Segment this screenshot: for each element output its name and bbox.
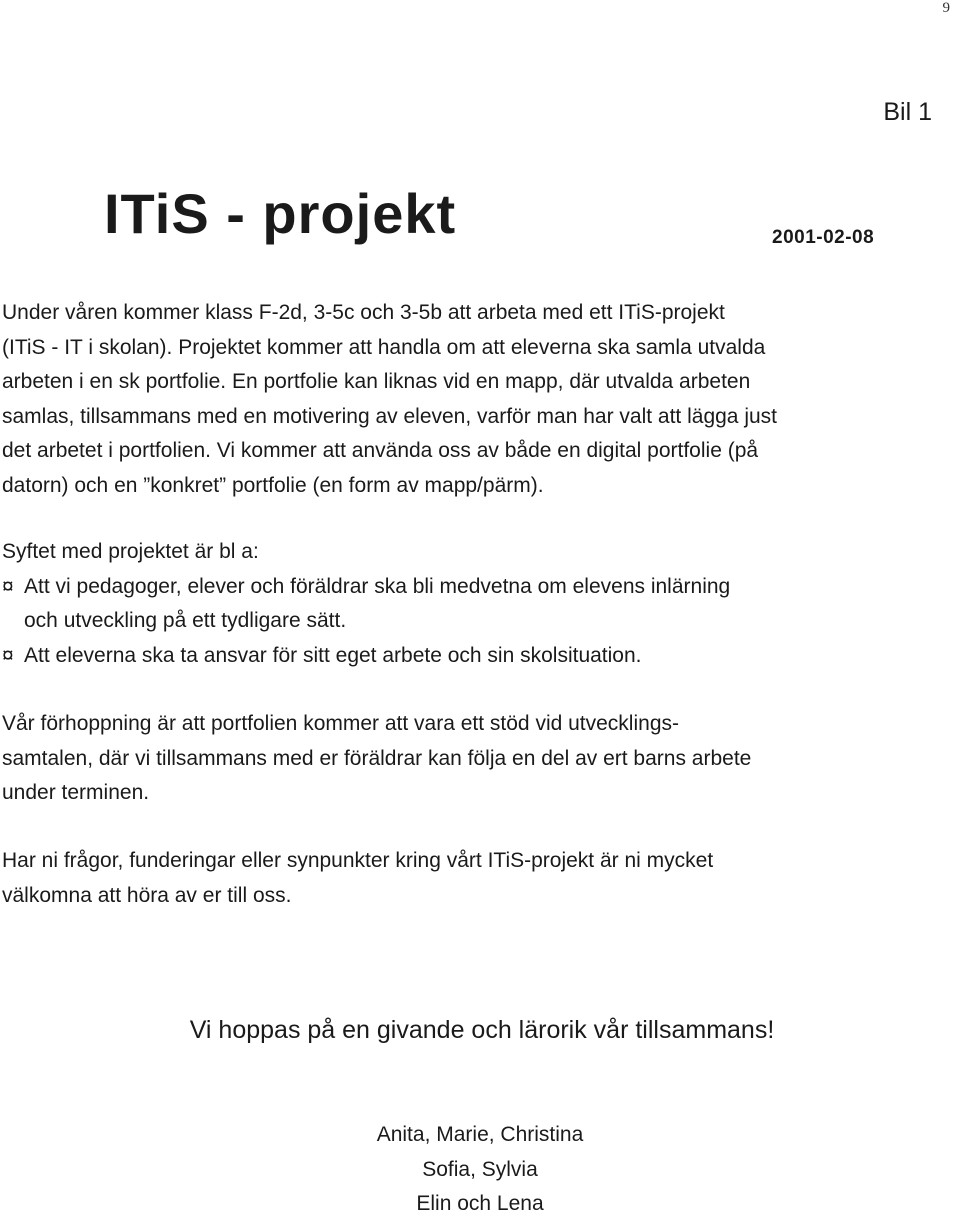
signature-block <box>0 1118 960 1222</box>
purpose-heading: Syftet med projektet är bl a: <box>2 540 259 563</box>
hope-line: samtalen, där vi tillsammans med er föräldrar kan följa en del av ert barns arbete <box>2 746 752 770</box>
bullet-line: och utveckling på ett tydligare sätt. <box>24 609 347 632</box>
bullet-line: Att vi pedagoger, elever och föräldrar ska bli medvetna om elevens inlärning <box>24 574 731 598</box>
bullet-mark-icon: ¤ <box>2 574 14 598</box>
hope-line: under terminen. <box>2 781 150 804</box>
attachment-label: Bil 1 <box>883 98 932 126</box>
questions-line: välkomna att höra av er till oss. <box>2 883 292 907</box>
bullet-mark-icon: ¤ <box>2 643 14 667</box>
bullet-line: Att eleverna ska ta ansvar för sitt eget arbete och sin skolsituation. <box>24 643 642 667</box>
document-title: ITiS - projekt <box>104 182 457 245</box>
document-date: 2001-02-08 <box>772 227 875 248</box>
purpose-section <box>2 535 954 673</box>
hope-line: Vår förhoppning är att portfolien kommer att vara ett stöd vid utvecklings- <box>2 712 679 735</box>
page-number: 9 <box>942 0 950 16</box>
signature-line: Anita, Marie, Christina <box>376 1123 584 1146</box>
purpose-bullet <box>2 570 954 639</box>
intro-line: det arbetet i portfolien. Vi kommer att använda oss av både en digital portfolie (på <box>2 439 759 462</box>
intro-line: Under våren kommer klass F-2d, 3-5c och 3-5b att arbeta med ett ITiS-projekt <box>2 301 725 324</box>
intro-line: arbeten i en sk portfolie. En portfolie kan liknas vid en mapp, där utvalda arbeten <box>2 370 751 393</box>
purpose-bullet <box>2 639 954 674</box>
intro-line: (ITiS - IT i skolan). Projektet kommer att handla om att eleverna ska samla utvalda <box>2 335 766 359</box>
intro-line: datorn) och en ”konkret” portfolie (en form av mapp/pärm). <box>2 473 544 497</box>
signature-line: Elin och Lena <box>416 1192 544 1215</box>
intro-line: samlas, tillsammans med en motivering av eleven, varför man har valt att lägga just <box>2 404 778 428</box>
closing-line: Vi hoppas på en givande och lärorik vår tillsammans! <box>189 1016 775 1044</box>
signature-line: Sofia, Sylvia <box>422 1157 538 1181</box>
hope-paragraph <box>2 707 954 811</box>
questions-paragraph <box>2 844 954 913</box>
intro-paragraph <box>2 296 954 503</box>
questions-line: Har ni frågor, funderingar eller synpunkter kring vårt ITiS-projekt är ni mycket <box>2 849 714 872</box>
